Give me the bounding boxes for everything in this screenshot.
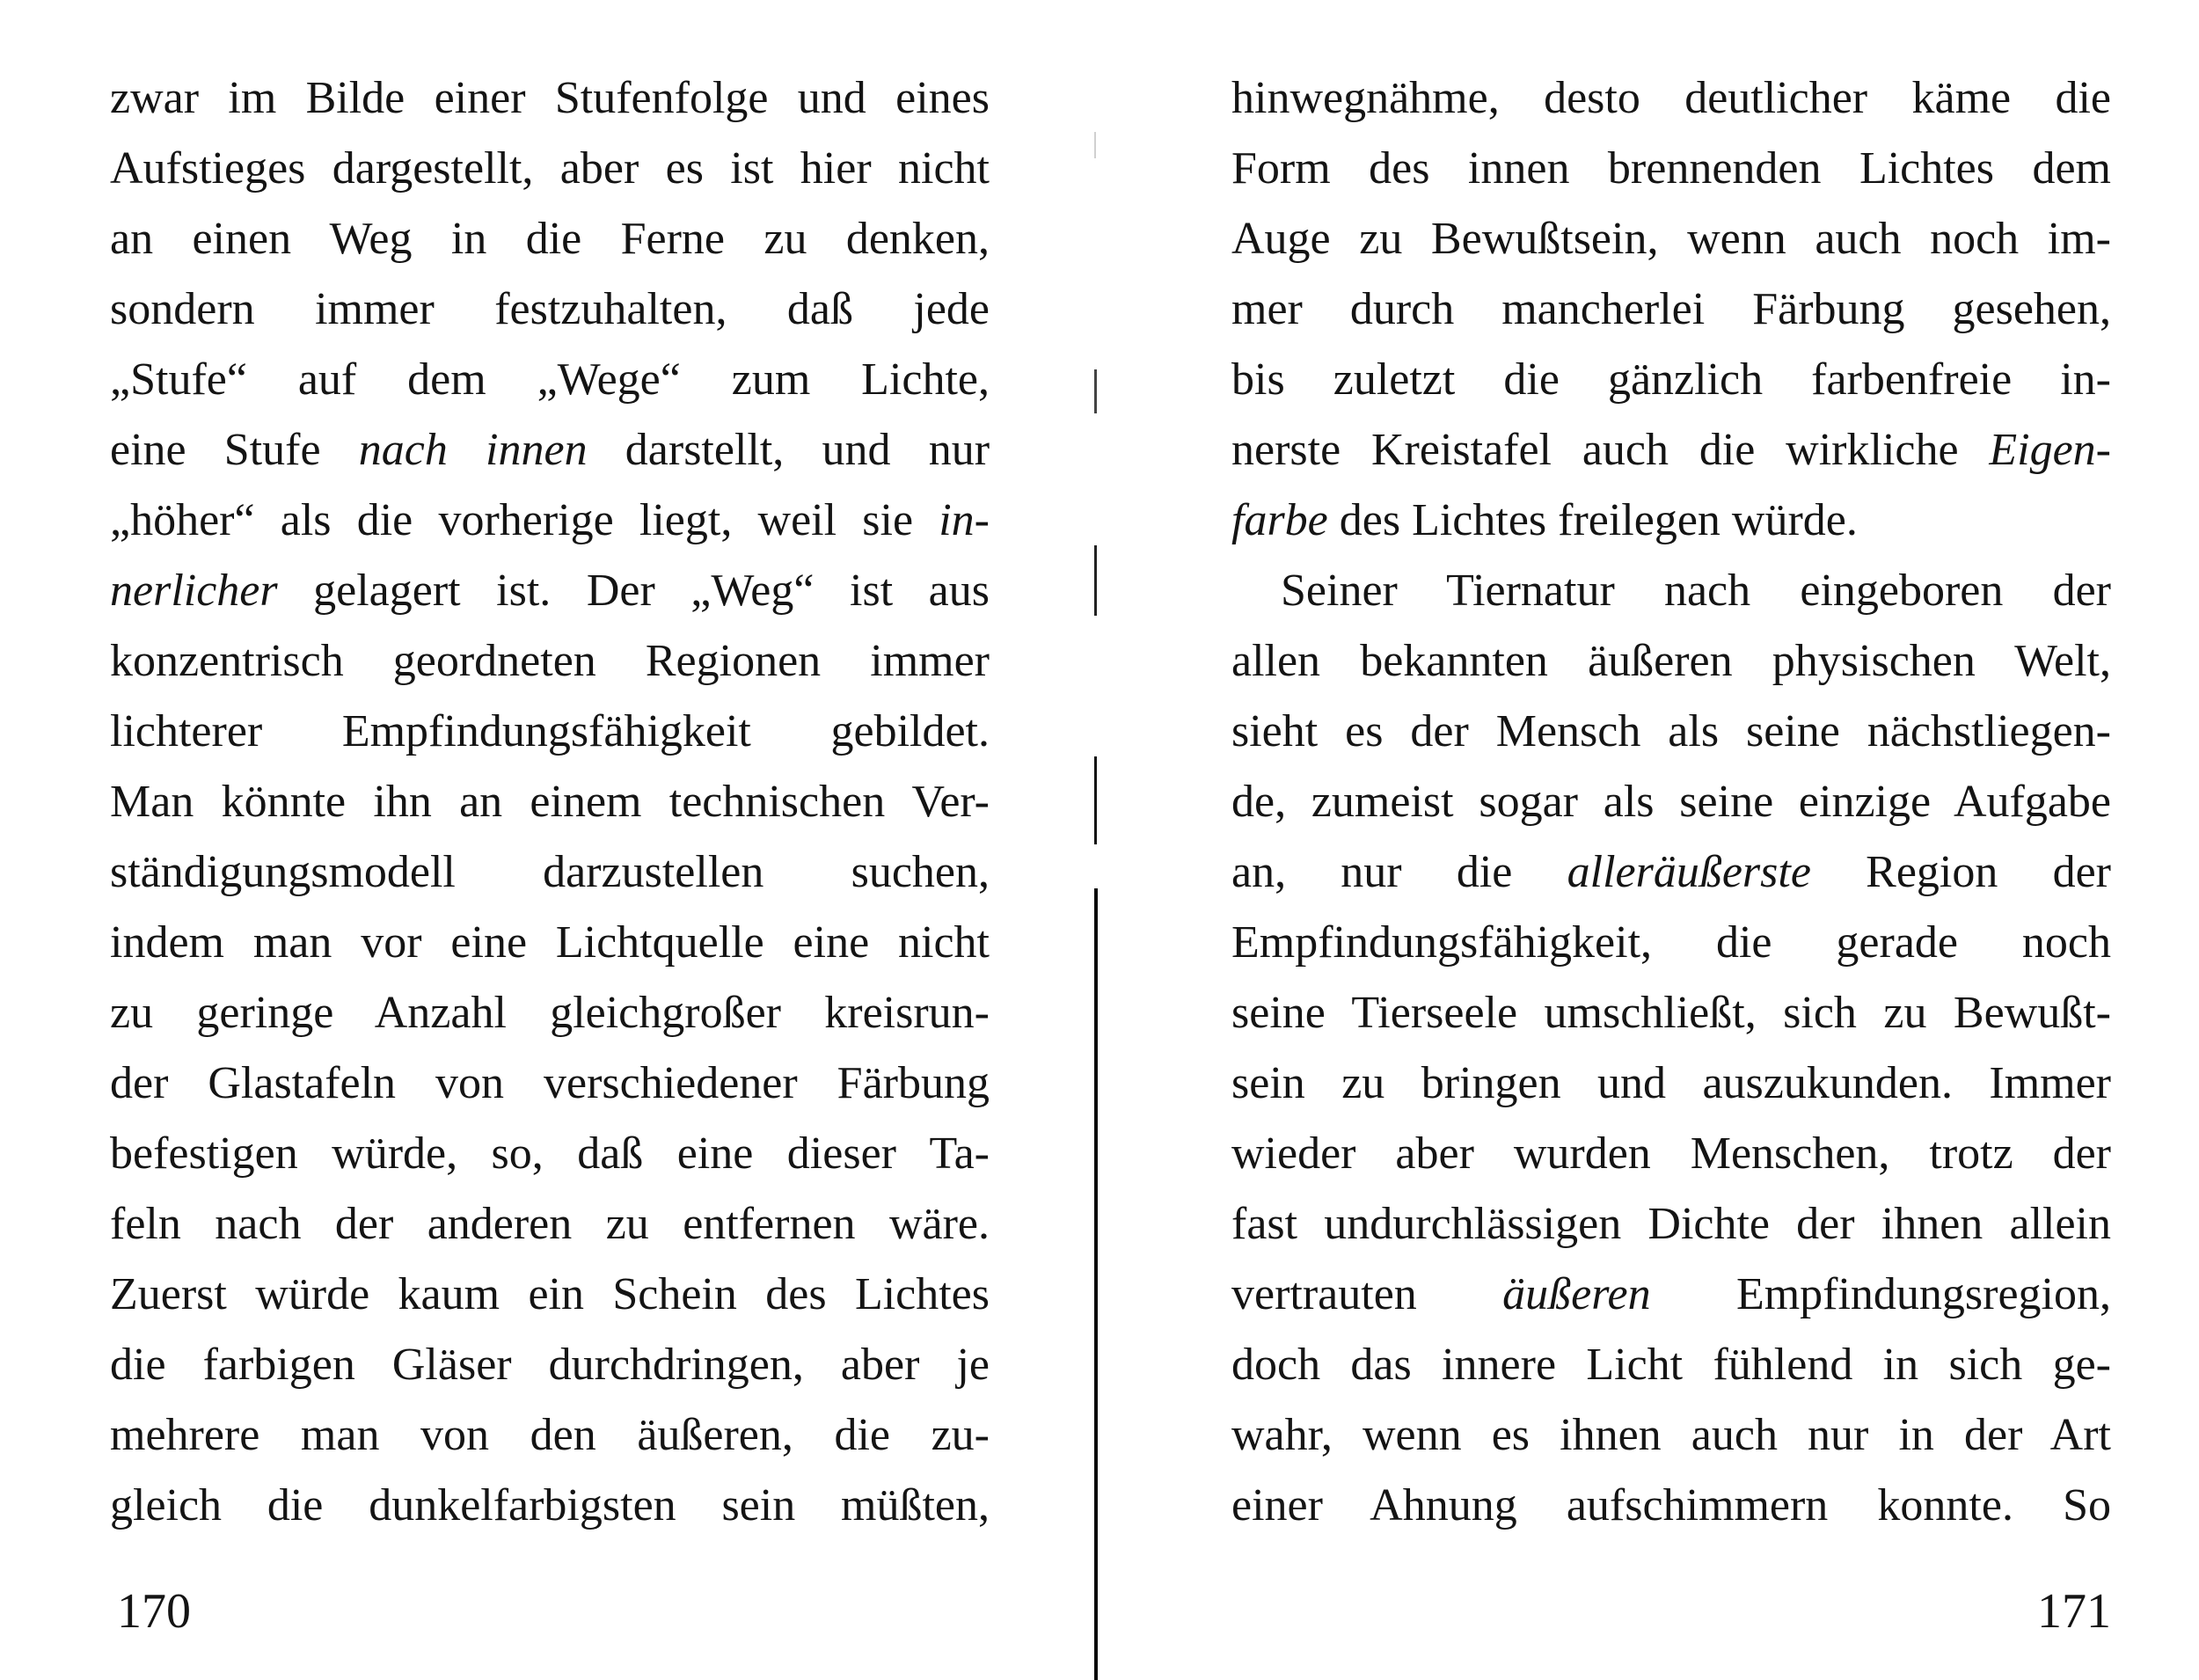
- text-line: wahr, wenn es ihnen auch nur in der Art: [1231, 1410, 2111, 1460]
- text-line: Seiner Tiernatur nach eingeboren der: [1281, 566, 2111, 616]
- text-line: befestigen würde, so, daß eine dieser Ta-: [110, 1129, 990, 1179]
- gutter-shadow: [1094, 756, 1097, 844]
- text-line: seine Tierseele umschließt, sich zu Bewußt-: [1231, 988, 2111, 1038]
- text-line: eine Stufe nach innen darstellt, und nur: [110, 425, 990, 475]
- italic-phrase: nerlicher: [110, 566, 278, 616]
- text-line: sein zu bringen und auszukunden. Immer: [1231, 1058, 2111, 1108]
- gutter-shadow: [1094, 888, 1098, 1680]
- text-line: de, zumeist sogar als seine einzige Aufgabe: [1231, 777, 2111, 827]
- text-line: mehrere man von den äußeren, die zu-: [110, 1410, 990, 1460]
- text-line: konzentrisch geordneten Regionen immer: [110, 636, 990, 686]
- text-line: hinwegnähme, desto deutlicher käme die: [1231, 73, 2111, 123]
- text-line: an, nur die alleräußerste Region der: [1231, 847, 2111, 897]
- text-line: die farbigen Gläser durchdringen, aber je: [110, 1340, 990, 1390]
- text-line: Aufstieges dargestellt, aber es ist hier nicht: [110, 143, 990, 194]
- text-line: doch das innere Licht fühlend in sich ge-: [1231, 1340, 2111, 1390]
- gutter-shadow: [1094, 545, 1097, 616]
- text-line: an einen Weg in die Ferne zu denken,: [110, 214, 990, 264]
- page-number: 171: [2037, 1584, 2111, 1639]
- text-line: einer Ahnung aufschimmern konnte. So: [1231, 1480, 2111, 1530]
- text-line: sieht es der Mensch als seine nächstliegen-: [1231, 706, 2111, 756]
- italic-phrase: in-: [939, 495, 990, 545]
- text-line: vertrauten äußeren Empfindungsregion,: [1231, 1269, 2111, 1319]
- text-line: bis zuletzt die gänzlich farbenfreie in-: [1231, 354, 2111, 405]
- text-line: Man könnte ihn an einem technischen Ver-: [110, 777, 990, 827]
- gutter-shadow: [1094, 132, 1096, 158]
- italic-phrase: farbe: [1231, 495, 1328, 545]
- text-line: mer durch mancherlei Färbung gesehen,: [1231, 284, 2111, 334]
- text-line: Form des innen brennenden Lichtes dem: [1231, 143, 2111, 194]
- page-number: 170: [117, 1584, 191, 1639]
- text-line: indem man vor eine Lichtquelle eine nicht: [110, 917, 990, 968]
- text-line: gleich die dunkelfarbigsten sein müßten,: [110, 1480, 990, 1530]
- text-line: lichterer Empfindungsfähigkeit gebildet.: [110, 706, 990, 756]
- left-page: [110, 0, 990, 1680]
- text-line: „höher“ als die vorherige liegt, weil sie in-: [110, 495, 990, 545]
- italic-phrase: Eigen-: [1989, 425, 2111, 475]
- text-line: der Glastafeln von verschiedener Färbung: [110, 1058, 990, 1108]
- text-line: wieder aber wurden Menschen, trotz der: [1231, 1129, 2111, 1179]
- right-page: [1231, 0, 2111, 1680]
- text-line: zu geringe Anzahl gleichgroßer kreisrun-: [110, 988, 990, 1038]
- italic-phrase: alleräußerste: [1567, 847, 1811, 897]
- text-line: Auge zu Bewußtsein, wenn auch noch im-: [1231, 214, 2111, 264]
- gutter-shadow: [1094, 369, 1097, 413]
- text-line: fast undurchlässigen Dichte der ihnen allein: [1231, 1199, 2111, 1249]
- text-line: ständigungsmodell darzustellen suchen,: [110, 847, 990, 897]
- text-line: farbe des Lichtes freilegen würde.: [1231, 495, 1858, 545]
- text-line: „Stufe“ auf dem „Wege“ zum Lichte,: [110, 354, 990, 405]
- text-line: sondern immer festzuhalten, daß jede: [110, 284, 990, 334]
- text-line: allen bekannten äußeren physischen Welt,: [1231, 636, 2111, 686]
- text-line: nerste Kreistafel auch die wirkliche Eigen-: [1231, 425, 2111, 475]
- text-line: Zuerst würde kaum ein Schein des Lichtes: [110, 1269, 990, 1319]
- text-line: feln nach der anderen zu entfernen wäre.: [110, 1199, 990, 1249]
- italic-phrase: nach innen: [358, 425, 588, 475]
- text-line: zwar im Bilde einer Stufenfolge und eines: [110, 73, 990, 123]
- italic-phrase: äußeren: [1502, 1269, 1651, 1319]
- text-line: nerlicher gelagert ist. Der „Weg“ ist aus: [110, 566, 990, 616]
- text-line: Empfindungsfähigkeit, die gerade noch: [1231, 917, 2111, 968]
